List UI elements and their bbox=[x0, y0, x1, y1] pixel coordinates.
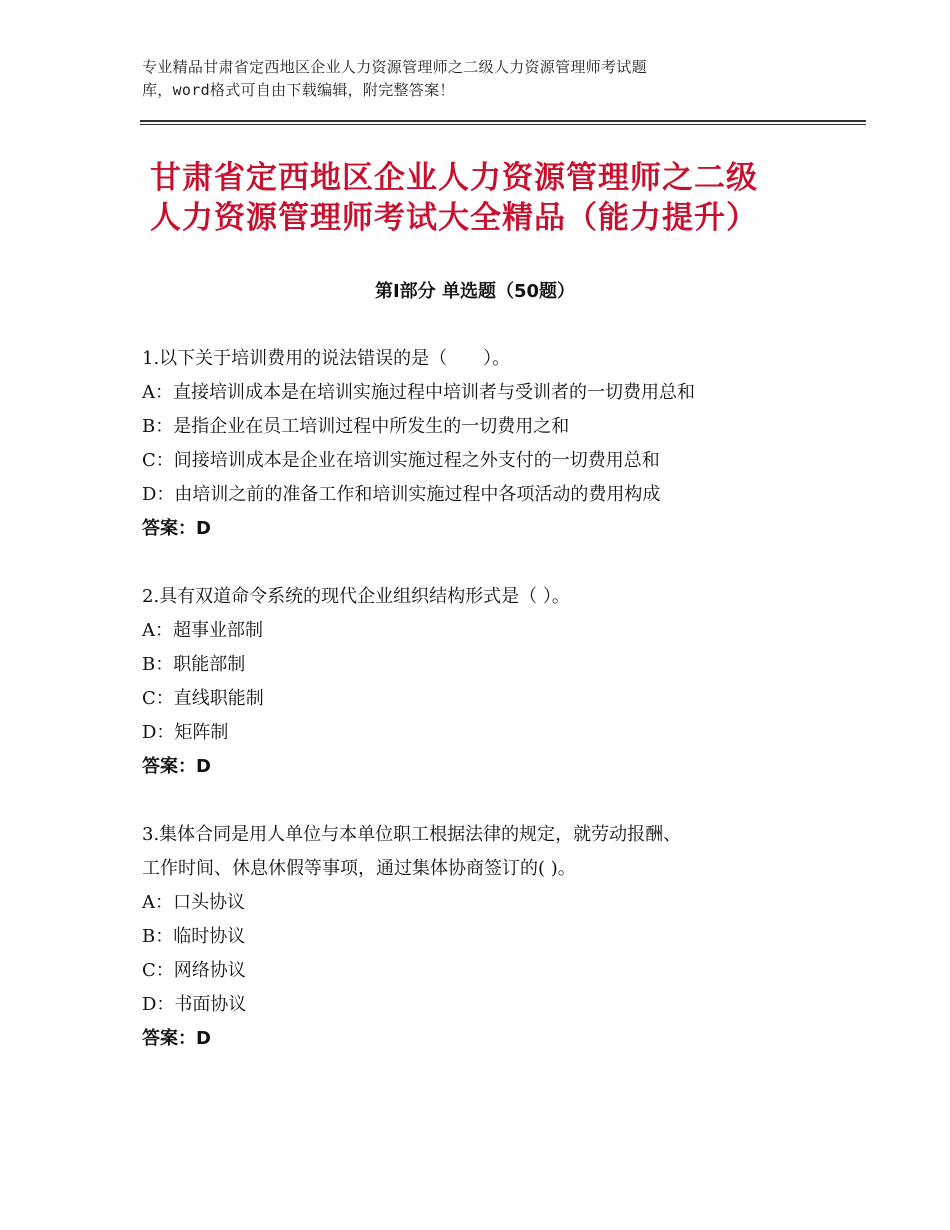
option-b: B：职能部制 bbox=[142, 654, 246, 675]
question-stem-line-1: 3.集体合同是用人单位与本单位职工根据法律的规定，就劳动报酬、 bbox=[142, 824, 682, 845]
question-stem: 1.以下关于培训费用的说法错误的是（ ）。 bbox=[142, 348, 511, 369]
section-heading: 第Ⅰ部分 单选题（50题） bbox=[374, 281, 575, 302]
question-1 bbox=[142, 342, 822, 546]
document-title-line-1: 甘肃省定西地区企业人力资源管理师之二级 bbox=[150, 160, 758, 196]
option-a: A：直接培训成本是在培训实施过程中培训者与受训者的一切费用总和 bbox=[142, 382, 695, 403]
option-a: A：口头协议 bbox=[142, 892, 245, 913]
option-a: A：超事业部制 bbox=[142, 620, 263, 641]
answer: 答案：D bbox=[142, 1028, 211, 1049]
question-3 bbox=[142, 818, 822, 1056]
header-divider-thick bbox=[140, 120, 866, 122]
question-2 bbox=[142, 580, 822, 784]
answer: 答案：D bbox=[142, 756, 211, 777]
header-note-line-2: 库，word格式可自由下载编辑，附完整答案！ bbox=[142, 81, 455, 99]
header-note-line-1: 专业精品甘肃省定西地区企业人力资源管理师之二级人力资源管理师考试题 bbox=[142, 58, 647, 76]
option-d: D：由培训之前的准备工作和培训实施过程中各项活动的费用构成 bbox=[142, 484, 661, 505]
option-d: D：书面协议 bbox=[142, 994, 247, 1015]
question-stem-line-2: 工作时间、休息休假等事项，通过集体协商签订的( )。 bbox=[142, 858, 576, 879]
document-title-line-2: 人力资源管理师考试大全精品（能力提升） bbox=[150, 200, 758, 236]
option-c: C：间接培训成本是企业在培训实施过程之外支付的一切费用总和 bbox=[142, 450, 660, 471]
option-d: D：矩阵制 bbox=[142, 722, 229, 743]
option-c: C：直线职能制 bbox=[142, 688, 264, 709]
header-note bbox=[142, 56, 802, 102]
header-divider-thin bbox=[140, 124, 866, 125]
question-stem: 2.具有双道命令系统的现代企业组织结构形式是（ ）。 bbox=[142, 586, 570, 607]
answer: 答案：D bbox=[142, 518, 211, 539]
option-b: B：临时协议 bbox=[142, 926, 246, 947]
option-c: C：网络协议 bbox=[142, 960, 246, 981]
question-list bbox=[142, 342, 822, 1090]
option-b: B：是指企业在员工培训过程中所发生的一切费用之和 bbox=[142, 416, 570, 437]
document-title bbox=[150, 158, 830, 238]
